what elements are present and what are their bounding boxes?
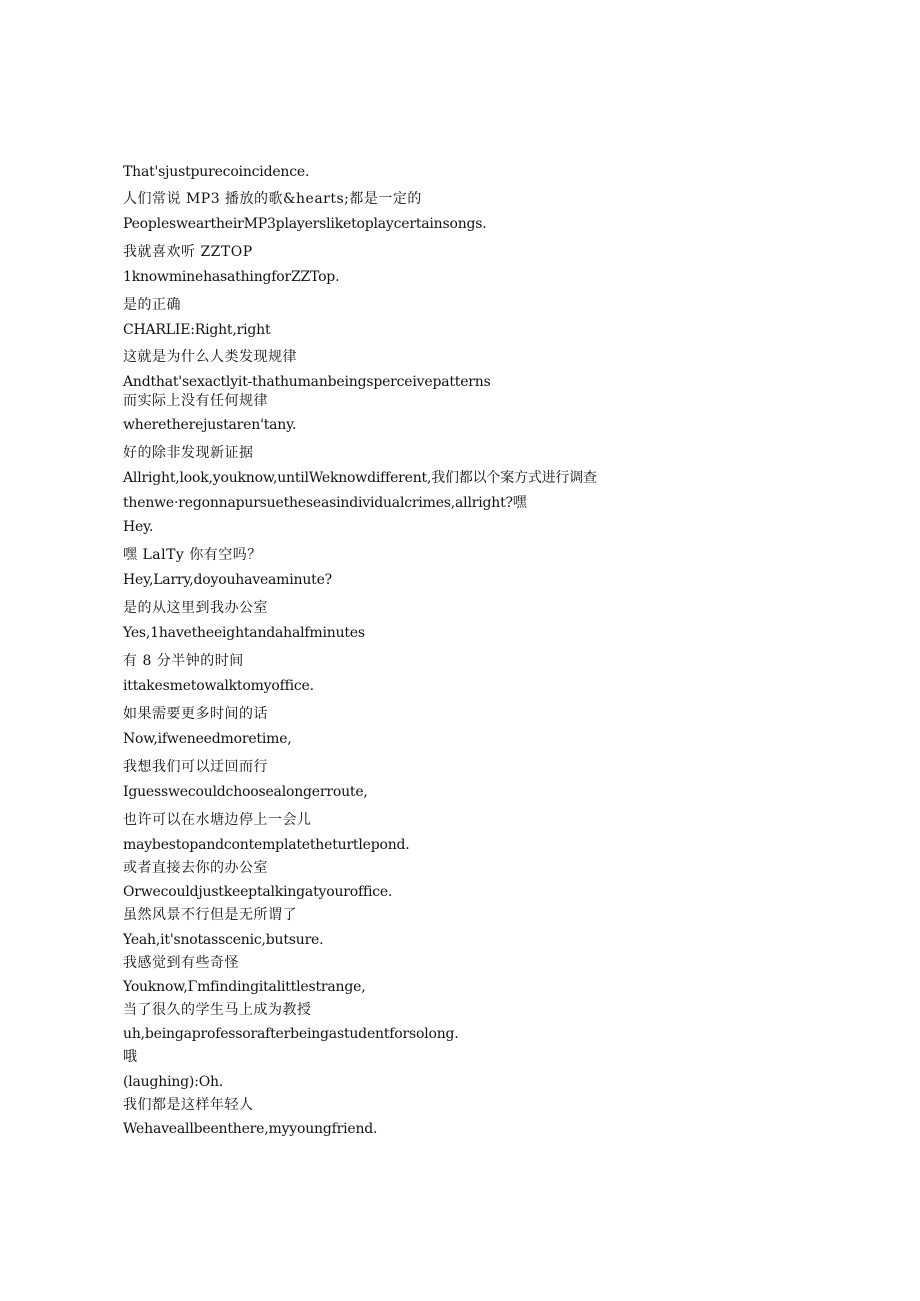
text-line: 我想我们可以迂回而行 [123,759,268,775]
text-line: 有 8 分半钟的时间 [123,653,244,669]
text-line: 是的正确 [123,297,181,313]
text-line: 哦 [123,1049,138,1065]
text-line: Yeah,it'snotasscenic,butsure. [123,932,324,948]
text-line: That'sjustpurecoincidence. [123,164,310,180]
text-line: 是的从这里到我办公室 [123,600,268,616]
text-line: ittakesmetowalktomyoffice. [123,678,314,694]
text-line: CHARLIE:Right,right [123,322,271,338]
text-line: 或者直接去你的办公室 [123,860,268,876]
text-line: 我就喜欢听 ZZTOP [123,244,253,260]
text-line: maybestopandcontemplatetheturtlepond. [123,837,410,853]
text-line: 如果需要更多时间的话 [123,706,268,722]
text-line: PeoplesweartheirMP3playersliketoplaycertainsongs. [123,216,487,232]
text-line: thenwe·regonnapursuetheseasindividualcrimes,allright?嘿 [123,495,527,511]
text-line: Yes,1havetheeightandahalfminutes [123,625,365,641]
text-line: Hey,Larry,doyouhaveaminute? [123,572,332,588]
text-line: wheretherejustaren'tany. [123,417,297,433]
text-line: 好的除非发现新证据 [123,445,254,461]
text-line: Now,ifweneedmoretime, [123,731,292,747]
text-line: (laughing):Oh. [123,1074,224,1090]
text-line: 当了很久的学生马上成为教授 [123,1002,312,1018]
text-line: 嘿 LalTy 你有空吗？ [123,547,262,563]
text-line: 1knowminehasathingforZZTop. [123,269,340,285]
text-line: 这就是为什么人类发现规律 [123,349,297,365]
text-line: 我们都是这样年轻人 [123,1097,254,1113]
text-line: Youknow,Γmfindingitalittlestrange, [123,979,366,995]
text-line: Wehaveallbeenthere,myyoungfriend. [123,1121,378,1137]
text-line: uh,beingaprofessorafterbeingastudentforsolong. [123,1026,459,1042]
text-line: 人们常说 MP3 播放的歌&hearts;都是一定的 [123,191,422,207]
text-line: 虽然风景不行但是无所谓了 [123,907,297,923]
text-line: Iguesswecouldchoosealongerroute, [123,784,368,800]
text-line: 我感觉到有些奇怪 [123,955,239,971]
text-line: Andthat'sexactlyit-thathumanbeingsperceivepatterns [123,374,491,390]
text-line: 而实际上没有任何规律 [123,393,268,409]
text-line: Allright,look,youknow,untilWeknowdifferent,我们都以个案方式进行调查 [123,470,597,486]
text-line: Orwecouldjustkeeptalkingatyouroffice. [123,884,393,900]
text-line: 也许可以在水塘边停上一会儿 [123,812,312,828]
text-line: Hey. [123,519,154,535]
